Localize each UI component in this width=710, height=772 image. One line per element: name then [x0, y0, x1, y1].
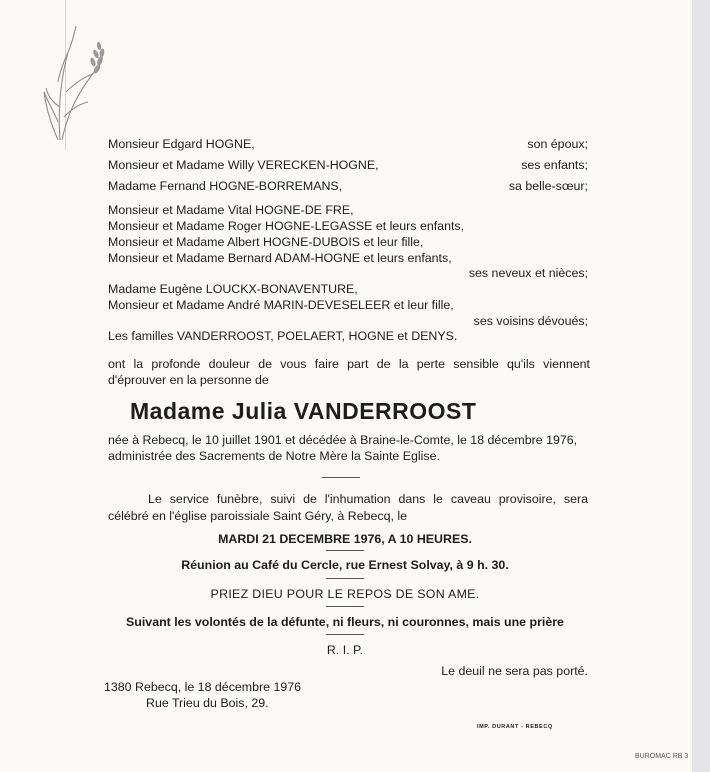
service-date: MARDI 21 DECEMBRE 1976, A 10 HEURES. [218, 532, 472, 546]
family-relation-2: ses enfants; [521, 158, 588, 172]
rip-line: R. I. P. [326, 643, 364, 657]
service-line: Le service funèbre, suivi de l'inhumation dans le caveau provisoire, sera [148, 492, 588, 506]
service-line: célébré en l'église paroissiale Saint Géry, à Rebecq, le [108, 509, 407, 523]
separator [326, 634, 364, 635]
family-relation-1: son époux; [527, 137, 588, 151]
nephew-line: Monsieur et Madame Albert HOGNE-DUBOIS et leur fille, [108, 235, 424, 249]
wheat-icon [38, 22, 113, 142]
family-name-2: Monsieur et Madame Willy VERECKEN-HOGNE, [108, 158, 379, 172]
nephew-line: Monsieur et Madame Bernard ADAM-HOGNE et leurs enfants, [108, 251, 452, 265]
printer-mark: IMP. DURANT - REBECQ [477, 724, 553, 730]
mourning-note: Le deuil ne sera pas porté. [441, 664, 588, 678]
nephew-line: Monsieur et Madame Roger HOGNE-LEGASSE et leurs enfants, [108, 219, 465, 233]
prayer-line: PRIEZ DIEU POUR LE REPOS DE SON AME. [210, 587, 480, 601]
neighbours-relation: ses voisins dévoués; [473, 314, 588, 328]
family-relation-3: sa belle-sœur; [508, 179, 588, 193]
neighbour-line: Madame Eugène LOUCKX-BONAVENTURE, [108, 282, 358, 296]
announcement-line: d'éprouver en la personne de [108, 373, 269, 387]
nephew-line: Monsieur et Madame Vital HOGNE-DE FRE, [108, 203, 354, 217]
footer-code: BUROMAC RB 3 [635, 753, 689, 760]
separator [322, 477, 360, 478]
neighbour-line: Monsieur et Madame André MARIN-DEVESELEER et leur fille, [108, 298, 454, 312]
wishes-line: Suivant les volontés de la défunte, ni fleurs, ni couronnes, mais une prière [126, 615, 564, 629]
families-line: Les familles VANDERROOST, POELAERT, HOGNE et DENYS. [108, 329, 458, 343]
nephews-relation: ses neveux et nièces; [468, 266, 588, 280]
deceased-name: Madame Julia VANDERROOST [130, 398, 477, 424]
details-line: administrée des Sacrements de Notre Mère la Sainte Eglise. [108, 449, 440, 463]
separator [326, 550, 364, 551]
family-name-3: Madame Fernand HOGNE-BORREMANS, [108, 179, 343, 193]
details-line: née à Rebecq, le 10 juillet 1901 et décédée à Braine-le-Comte, le 18 décembre 1976, [108, 433, 578, 447]
reunion-line: Réunion au Café du Cercle, rue Ernest Solvay, à 9 h. 30. [181, 558, 509, 572]
announcement-line: ont la profonde douleur de vous faire part de la perte sensible qu'ils viennent [108, 357, 590, 371]
separator [326, 606, 364, 607]
separator [326, 578, 364, 579]
address-line: Rue Trieu du Bois, 29. [146, 696, 269, 710]
family-name-1: Monsieur Edgard HOGNE, [108, 137, 255, 151]
background-strip [692, 0, 710, 772]
address-line: 1380 Rebecq, le 18 décembre 1976 [104, 680, 302, 694]
